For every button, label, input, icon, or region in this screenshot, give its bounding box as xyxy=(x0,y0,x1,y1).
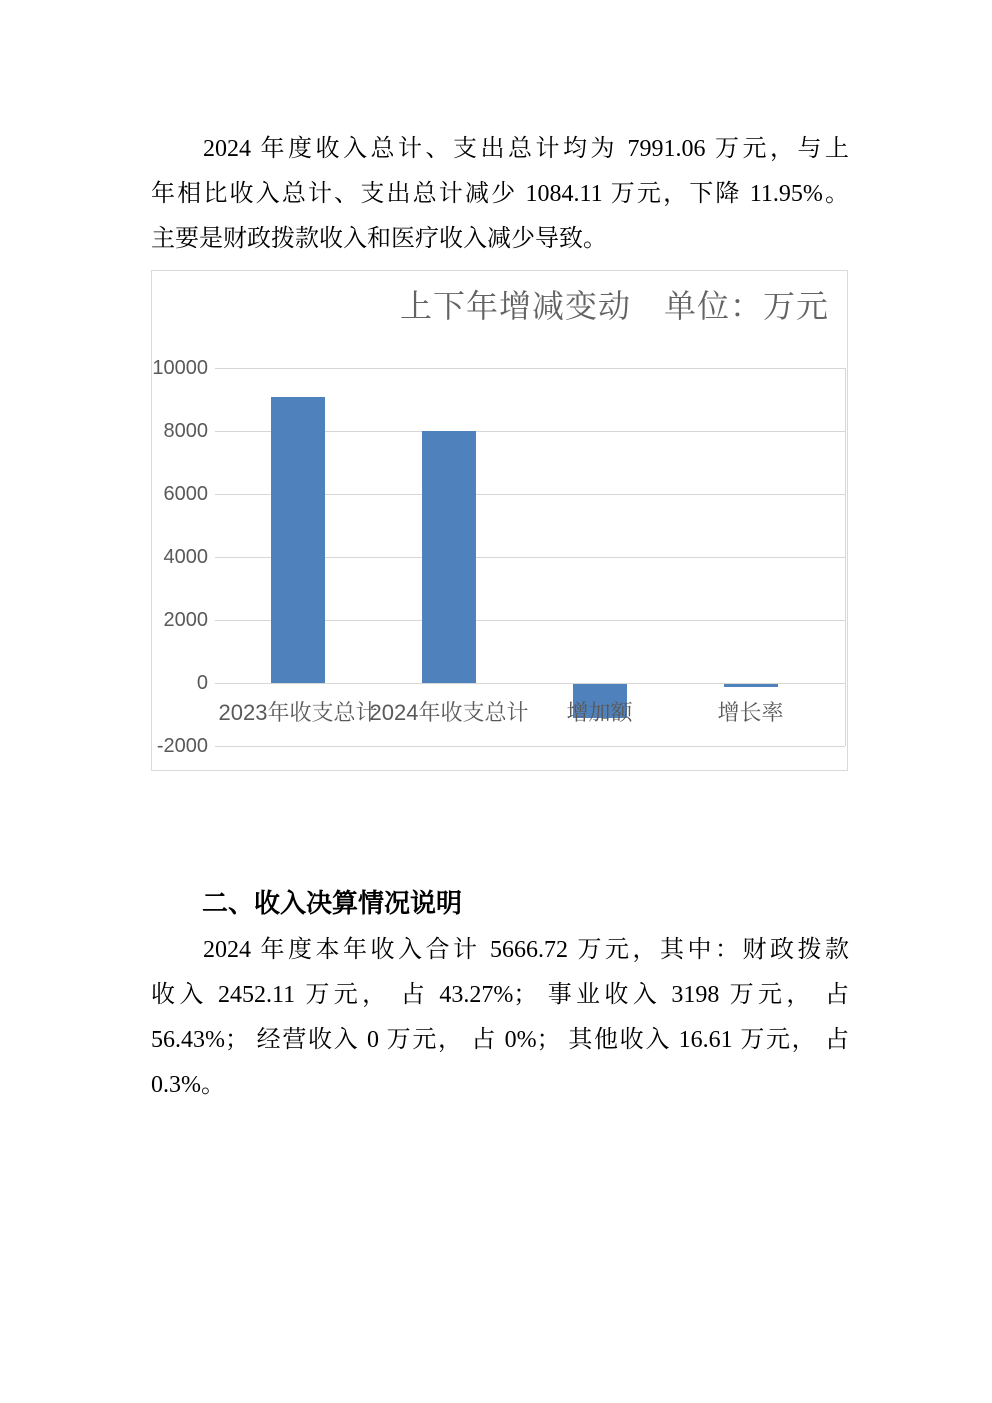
category-label: 2024年收支总计 xyxy=(369,700,529,725)
category-label: 2023年收支总计 xyxy=(218,700,378,725)
plot-right-border xyxy=(845,368,846,746)
category-label: 增长率 xyxy=(717,700,784,725)
y-axis-label: 8000 xyxy=(163,420,208,442)
y-axis-label: 4000 xyxy=(163,546,208,568)
gridline xyxy=(215,368,845,369)
y-axis-label: 10000 xyxy=(152,357,208,379)
section-heading: 二、收入决算情况说明 xyxy=(202,888,463,918)
bar xyxy=(422,431,476,683)
bar xyxy=(724,684,778,687)
y-axis-label: 6000 xyxy=(163,483,208,505)
summary-line: 主要是财政拨款收入和医疗收入减少导致。 xyxy=(151,226,607,252)
bar xyxy=(271,397,325,683)
y-axis-label: -2000 xyxy=(156,735,208,757)
bar-chart xyxy=(151,270,848,771)
income-line: 收入 2452.11 万元， 占 43.27%； 事业收入 3198 万元， 占 xyxy=(151,982,849,1008)
y-axis-label: 0 xyxy=(196,672,208,694)
gridline xyxy=(215,746,845,747)
summary-line: 2024 年度收入总计、支出总计均为 7991.06 万元，与上 xyxy=(203,136,849,162)
income-paragraph xyxy=(151,928,849,1108)
chart-title: 上下年增减变动 单位：万元 xyxy=(400,288,830,324)
income-line: 0.3%。 xyxy=(151,1072,225,1098)
income-line: 2024 年度本年收入合计 5666.72 万元，其中：财政拨款 xyxy=(203,937,849,963)
y-axis-label: 2000 xyxy=(163,609,208,631)
summary-line: 年相比收入总计、支出总计减少 1084.11 万元，下降 11.95%。 xyxy=(151,181,849,207)
summary-paragraph xyxy=(151,127,849,262)
category-label: 增加额 xyxy=(566,700,633,725)
income-line: 56.43%； 经营收入 0 万元， 占 0%； 其他收入 16.61 万元， 占 xyxy=(151,1027,849,1053)
